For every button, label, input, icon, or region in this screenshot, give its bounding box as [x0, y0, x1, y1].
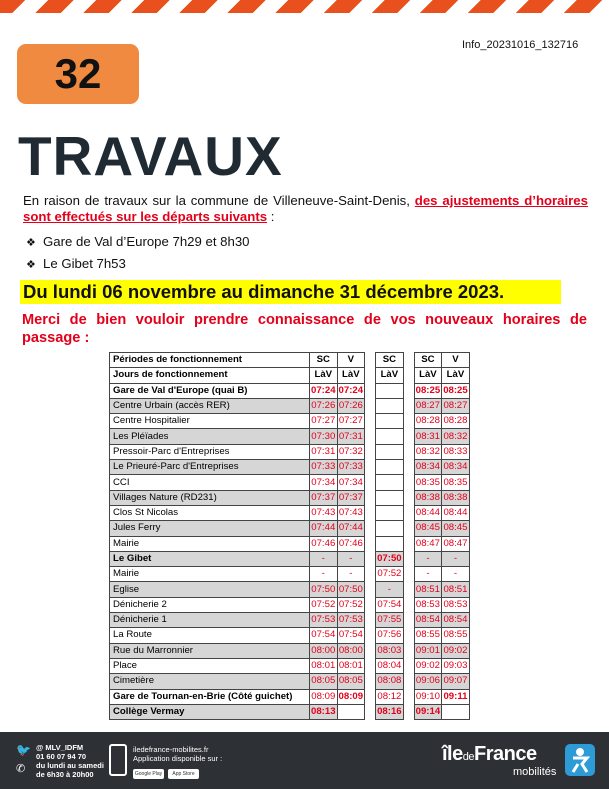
table-row [110, 414, 470, 429]
time-cell [442, 704, 470, 719]
time-cell: 07:54 [337, 628, 365, 643]
column-spacer [365, 597, 376, 612]
days-header-row [110, 368, 470, 383]
phone-number[interactable]: 01 60 07 94 70 [36, 752, 87, 761]
column-spacer [365, 490, 376, 505]
time-cell: 07:33 [310, 460, 338, 475]
time-cell: 08:44 [442, 505, 470, 520]
table-row [110, 536, 470, 551]
time-cell: 07:30 [310, 429, 338, 444]
column-spacer [365, 414, 376, 429]
header-cell: LàV [337, 368, 365, 383]
time-cell [337, 704, 365, 719]
header-cell: SC [414, 353, 442, 368]
info-code: Info_20231016_132716 [462, 39, 579, 51]
time-cell: 08:09 [337, 689, 365, 704]
twitter-handle[interactable]: @ MLV_IDFM [36, 743, 84, 752]
table-row [110, 704, 470, 719]
time-cell [376, 460, 404, 475]
line-number-badge [17, 44, 139, 104]
stop-name: Pressoir-Parc d'Entreprises [110, 444, 310, 459]
column-spacer [365, 475, 376, 490]
brand-mobilites: mobilités [513, 766, 557, 778]
column-spacer [365, 398, 376, 413]
time-cell: 08:44 [414, 505, 442, 520]
time-cell: 08:53 [414, 597, 442, 612]
google-play-badge[interactable]: Google Play [134, 771, 163, 777]
column-spacer [365, 628, 376, 643]
time-cell: 07:31 [310, 444, 338, 459]
column-spacer [403, 368, 414, 383]
column-spacer [365, 383, 376, 398]
column-spacer [365, 536, 376, 551]
departure-list [26, 233, 250, 277]
time-cell: 07:34 [310, 475, 338, 490]
table-row [110, 567, 470, 582]
time-cell: 07:56 [376, 628, 404, 643]
time-cell: 09:02 [414, 658, 442, 673]
stop-name: Dénicherie 2 [110, 597, 310, 612]
time-cell: - [442, 567, 470, 582]
column-spacer [365, 444, 376, 459]
time-cell [376, 505, 404, 520]
time-cell: 08:35 [442, 475, 470, 490]
header-cell: SC [310, 353, 338, 368]
column-spacer [403, 704, 414, 719]
table-row [110, 689, 470, 704]
page-title: TRAVAUX [18, 125, 283, 187]
column-spacer [403, 567, 414, 582]
time-cell: 09:06 [414, 674, 442, 689]
periods-header-row [110, 353, 470, 368]
list-item [26, 255, 250, 277]
stop-name: Mairie [110, 567, 310, 582]
time-cell: 08:47 [414, 536, 442, 551]
stop-name: Cimetière [110, 674, 310, 689]
time-cell: 08:55 [414, 628, 442, 643]
column-spacer [365, 368, 376, 383]
brand-france: France [474, 743, 537, 765]
stop-name: Centre Hospitalier [110, 414, 310, 429]
column-spacer [403, 398, 414, 413]
table-row [110, 658, 470, 673]
time-cell: 08:47 [442, 536, 470, 551]
stop-name: Gare de Tournan-en-Brie (Côté guichet) [110, 689, 310, 704]
column-spacer [403, 414, 414, 429]
time-cell: 08:53 [442, 597, 470, 612]
column-spacer [403, 521, 414, 536]
time-cell: 08:16 [376, 704, 404, 719]
column-spacer [365, 674, 376, 689]
time-cell: 08:08 [376, 674, 404, 689]
time-cell: 07:50 [376, 551, 404, 566]
time-cell: 08:31 [414, 429, 442, 444]
time-cell: 07:24 [310, 383, 338, 398]
column-spacer [365, 521, 376, 536]
header-cell: V [442, 353, 470, 368]
time-cell: 08:01 [310, 658, 338, 673]
top-warning-stripes [0, 0, 609, 13]
list-item-label: Gare de Val d’Europe 7h29 et 8h30 [43, 234, 250, 249]
header-cell: V [337, 353, 365, 368]
contact-block [36, 743, 104, 779]
intro-text: En raison de travaux sur la commune de Villeneuve-Saint-Denis, [23, 193, 415, 208]
column-spacer [365, 353, 376, 368]
time-cell [376, 444, 404, 459]
column-spacer [365, 643, 376, 658]
idf-mobilites-logo [442, 743, 537, 766]
stop-name: Les Pléïades [110, 429, 310, 444]
table-row [110, 613, 470, 628]
column-spacer [365, 429, 376, 444]
time-cell: 07:27 [310, 414, 338, 429]
column-spacer [403, 383, 414, 398]
column-spacer [365, 505, 376, 520]
column-spacer [403, 674, 414, 689]
time-cell: - [442, 551, 470, 566]
time-cell: 08:34 [414, 460, 442, 475]
time-cell: 09:03 [442, 658, 470, 673]
time-cell: 08:54 [442, 613, 470, 628]
time-cell: 07:32 [337, 444, 365, 459]
header-label: Périodes de fonctionnement [110, 353, 310, 368]
time-cell: 08:04 [376, 658, 404, 673]
time-cell: 07:52 [310, 597, 338, 612]
time-cell [376, 475, 404, 490]
app-label: Application disponible sur : [133, 754, 223, 763]
time-cell: 07:50 [337, 582, 365, 597]
time-cell: 08:13 [310, 704, 338, 719]
brand-ile: île [442, 743, 463, 765]
time-cell: - [337, 551, 365, 566]
table-row [110, 490, 470, 505]
time-cell: 09:14 [414, 704, 442, 719]
column-spacer [403, 429, 414, 444]
column-spacer [403, 536, 414, 551]
time-cell: 07:31 [337, 429, 365, 444]
app-block [133, 745, 222, 763]
column-spacer [365, 582, 376, 597]
stop-name: Clos St Nicolas [110, 505, 310, 520]
time-cell: 08:05 [337, 674, 365, 689]
column-spacer [365, 460, 376, 475]
stop-name: Rue du Marronnier [110, 643, 310, 658]
time-cell: 07:44 [310, 521, 338, 536]
time-cell: 07:26 [310, 398, 338, 413]
stop-name: Villages Nature (RD231) [110, 490, 310, 505]
time-cell: 08:03 [376, 643, 404, 658]
column-spacer [403, 689, 414, 704]
header-cell: LàV [414, 368, 442, 383]
column-spacer [403, 658, 414, 673]
time-cell [376, 521, 404, 536]
time-cell: 09:07 [442, 674, 470, 689]
time-cell: 08:51 [414, 582, 442, 597]
pedestrian-logo-icon [565, 744, 595, 776]
time-cell: 07:53 [337, 613, 365, 628]
intro-end: : [267, 209, 275, 224]
stop-name: Centre Urbain (accès RER) [110, 398, 310, 413]
time-cell: 07:46 [337, 536, 365, 551]
stop-name: Place [110, 658, 310, 673]
table-row [110, 398, 470, 413]
column-spacer [403, 490, 414, 505]
twitter-icon: 🐦 [16, 743, 31, 757]
column-spacer [403, 551, 414, 566]
column-spacer [365, 567, 376, 582]
stop-name: Eglise [110, 582, 310, 597]
app-store-badge[interactable]: App Store [168, 769, 199, 779]
table-row [110, 505, 470, 520]
time-cell: 08:45 [414, 521, 442, 536]
time-cell: - [414, 567, 442, 582]
time-cell: - [414, 551, 442, 566]
time-cell: - [337, 567, 365, 582]
time-cell: 08:12 [376, 689, 404, 704]
time-cell: 08:28 [414, 414, 442, 429]
list-item [26, 233, 250, 255]
column-spacer [403, 643, 414, 658]
list-item-label: Le Gibet 7h53 [43, 256, 126, 271]
time-cell [376, 490, 404, 505]
time-cell [376, 383, 404, 398]
column-spacer [403, 597, 414, 612]
diamond-bullet-icon: ❖ [26, 259, 36, 271]
column-spacer [365, 704, 376, 719]
time-cell: 08:25 [414, 383, 442, 398]
time-cell: 09:10 [414, 689, 442, 704]
time-cell: 08:38 [414, 490, 442, 505]
time-cell: 07:27 [337, 414, 365, 429]
column-spacer [403, 460, 414, 475]
time-cell: 08:09 [310, 689, 338, 704]
table-row [110, 521, 470, 536]
table-row [110, 429, 470, 444]
time-cell: 08:38 [442, 490, 470, 505]
time-cell: 07:44 [337, 521, 365, 536]
time-cell: 08:35 [414, 475, 442, 490]
time-cell: 07:24 [337, 383, 365, 398]
column-spacer [403, 582, 414, 597]
time-cell: 07:43 [337, 505, 365, 520]
brand-de: de [462, 751, 474, 763]
time-cell: 07:54 [376, 597, 404, 612]
website-link[interactable]: iledefrance-mobilites.fr [133, 745, 209, 754]
column-spacer [403, 444, 414, 459]
column-spacer [365, 613, 376, 628]
column-spacer [403, 628, 414, 643]
line-number: 32 [54, 50, 102, 97]
time-cell: 08:27 [442, 398, 470, 413]
stop-name: Gare de Val d'Europe (quai B) [110, 383, 310, 398]
time-cell: 08:32 [442, 429, 470, 444]
time-cell: 08:32 [414, 444, 442, 459]
time-cell: - [376, 582, 404, 597]
time-cell: 07:46 [310, 536, 338, 551]
time-cell: 07:34 [337, 475, 365, 490]
header-cell: LàV [442, 368, 470, 383]
header-label: Jours de fonctionnement [110, 368, 310, 383]
time-cell: 08:33 [442, 444, 470, 459]
timetable [109, 352, 470, 720]
time-cell: 07:52 [376, 567, 404, 582]
time-cell [376, 414, 404, 429]
stop-name: Dénicherie 1 [110, 613, 310, 628]
column-spacer [365, 551, 376, 566]
phone-icon: ✆ [16, 763, 26, 775]
table-row [110, 643, 470, 658]
time-cell: 07:33 [337, 460, 365, 475]
time-cell: 07:43 [310, 505, 338, 520]
hours-line-1: du lundi au samedi [36, 761, 104, 770]
column-spacer [403, 353, 414, 368]
smartphone-icon [109, 744, 127, 776]
time-cell: 07:52 [337, 597, 365, 612]
stop-name: CCI [110, 475, 310, 490]
time-cell [376, 536, 404, 551]
diamond-bullet-icon: ❖ [26, 237, 36, 249]
table-row [110, 460, 470, 475]
header-cell: SC [376, 353, 404, 368]
stop-name: Collège Vermay [110, 704, 310, 719]
header-cell: LàV [376, 368, 404, 383]
stop-name: Le Prieuré-Parc d'Entreprises [110, 460, 310, 475]
time-cell: 08:25 [442, 383, 470, 398]
time-cell: 08:54 [414, 613, 442, 628]
stop-name: Mairie [110, 536, 310, 551]
time-cell [376, 398, 404, 413]
stop-name: Le Gibet [110, 551, 310, 566]
time-cell: - [310, 551, 338, 566]
column-spacer [403, 475, 414, 490]
table-row [110, 582, 470, 597]
table-row [110, 597, 470, 612]
time-cell: 08:27 [414, 398, 442, 413]
time-cell: 07:53 [310, 613, 338, 628]
column-spacer [403, 613, 414, 628]
time-cell: 08:51 [442, 582, 470, 597]
time-cell: 09:02 [442, 643, 470, 658]
time-cell: 07:37 [310, 490, 338, 505]
stop-name: La Route [110, 628, 310, 643]
time-cell: 07:50 [310, 582, 338, 597]
table-row [110, 383, 470, 398]
table-row [110, 674, 470, 689]
time-cell: 08:28 [442, 414, 470, 429]
time-cell: 08:00 [310, 643, 338, 658]
time-cell: 08:00 [337, 643, 365, 658]
time-cell: 07:37 [337, 490, 365, 505]
period-banner: Du lundi 06 novembre au dimanche 31 décembre 2023. [20, 280, 561, 304]
table-row [110, 551, 470, 566]
header-cell: LàV [310, 368, 338, 383]
time-cell: 09:01 [414, 643, 442, 658]
column-spacer [365, 658, 376, 673]
column-spacer [403, 505, 414, 520]
notice-text: Merci de bien vouloir prendre connaissance de vos nouveaux horaires de passage : [22, 312, 587, 346]
table-row [110, 628, 470, 643]
intro-paragraph [23, 193, 588, 225]
stop-name: Jules Ferry [110, 521, 310, 536]
time-cell: 08:55 [442, 628, 470, 643]
time-cell: - [310, 567, 338, 582]
time-cell: 08:05 [310, 674, 338, 689]
hours-line-2: de 6h30 à 20h00 [36, 770, 94, 779]
time-cell: 09:11 [442, 689, 470, 704]
time-cell: 07:54 [310, 628, 338, 643]
time-cell: 08:45 [442, 521, 470, 536]
time-cell [376, 429, 404, 444]
table-row [110, 475, 470, 490]
time-cell: 08:34 [442, 460, 470, 475]
time-cell: 07:55 [376, 613, 404, 628]
time-cell: 08:01 [337, 658, 365, 673]
column-spacer [365, 689, 376, 704]
intro-highlight: des ajustements d’horaires sont effectués sur les départs suivants [23, 193, 588, 224]
table-row [110, 444, 470, 459]
time-cell: 07:26 [337, 398, 365, 413]
